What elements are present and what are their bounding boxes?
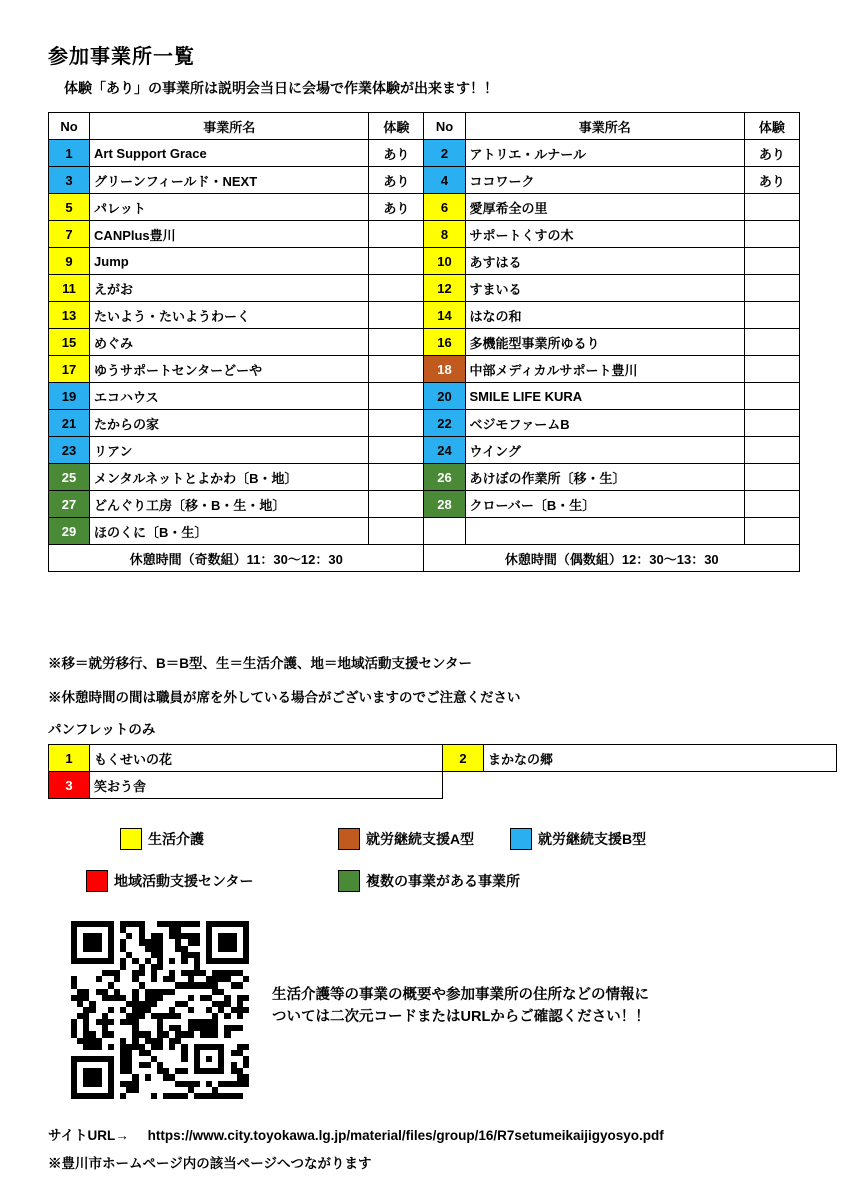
facility-name: メンタルネットとよかわ〔B・地〕 (90, 464, 369, 491)
row-number (424, 518, 465, 545)
experience-flag (369, 356, 424, 383)
facility-name: 中部メディカルサポート豊川 (465, 356, 744, 383)
row-number: 3 (49, 167, 90, 194)
experience-flag (369, 464, 424, 491)
row-number: 28 (424, 491, 465, 518)
table-row (49, 275, 800, 302)
facility-name: アトリエ・ルナール (465, 140, 744, 167)
row-number: 26 (424, 464, 465, 491)
table-row (49, 302, 800, 329)
legend-color-swatch (120, 828, 142, 850)
table-row (49, 140, 800, 167)
row-number: 12 (424, 275, 465, 302)
experience-flag (369, 518, 424, 545)
row-number: 5 (49, 194, 90, 221)
experience-flag (369, 383, 424, 410)
experience-flag (744, 329, 799, 356)
legend-row-1 (48, 820, 800, 862)
row-number: 10 (424, 248, 465, 275)
experience-flag (744, 410, 799, 437)
qr-code (70, 920, 250, 1100)
facility-name: ココワーク (465, 167, 744, 194)
row-number: 9 (49, 248, 90, 275)
pamphlet-row-number: 1 (49, 745, 90, 772)
facility-name: たからの家 (90, 410, 369, 437)
page-subtitle: 体験「あり」の事業所は説明会当日に会場で作業体験が出来ます！！ (64, 80, 498, 96)
row-number: 13 (49, 302, 90, 329)
experience-flag (369, 302, 424, 329)
experience-flag: あり (744, 167, 799, 194)
row-number: 17 (49, 356, 90, 383)
pamphlet-facility-name: 笑おう舎 (90, 772, 443, 799)
qr-module (243, 1093, 249, 1099)
pamphlet-facility-name: もくせいの花 (90, 745, 443, 772)
row-number: 16 (424, 329, 465, 356)
row-number: 18 (424, 356, 465, 383)
legend-row-2 (48, 862, 800, 904)
break-time-even: 休憩時間（偶数組）12：30～13：30 (424, 545, 800, 572)
legend-item (338, 870, 520, 892)
experience-flag: あり (744, 140, 799, 167)
facility-name: あすはる (465, 248, 744, 275)
table-row (49, 437, 800, 464)
facility-name: グリーンフィールド・NEXT (90, 167, 369, 194)
site-url-label: サイトURL→ (48, 1128, 129, 1143)
legend-color-swatch (338, 870, 360, 892)
facility-name: クローバー〔B・生〕 (465, 491, 744, 518)
row-number: 20 (424, 383, 465, 410)
pamphlet-table (48, 744, 837, 799)
row-number: 15 (49, 329, 90, 356)
site-url-note: ※豊川市ホームページ内の該当ページへつながります (48, 1156, 372, 1171)
site-url-line (48, 1124, 664, 1144)
table-row (49, 221, 800, 248)
experience-flag (744, 518, 799, 545)
experience-flag (744, 194, 799, 221)
row-number: 4 (424, 167, 465, 194)
row-number: 1 (49, 140, 90, 167)
row-number: 14 (424, 302, 465, 329)
facility-name: Art Support Grace (90, 140, 369, 167)
experience-flag (744, 437, 799, 464)
header-name-right: 事業所名 (465, 113, 744, 140)
experience-flag (369, 437, 424, 464)
table-row (49, 383, 800, 410)
legend-label: 地域活動支援センター (114, 873, 254, 889)
facility-name: ウイング (465, 437, 744, 464)
row-number: 2 (424, 140, 465, 167)
experience-flag (744, 221, 799, 248)
header-name-left: 事業所名 (90, 113, 369, 140)
pamphlet-row-number: 2 (443, 745, 484, 772)
table-row (49, 167, 800, 194)
table-row (49, 356, 800, 383)
experience-flag (744, 302, 799, 329)
experience-flag (369, 491, 424, 518)
experience-flag: あり (369, 194, 424, 221)
legend-color-swatch (338, 828, 360, 850)
legend-item (510, 828, 646, 850)
legend-item (338, 828, 474, 850)
facility-name: Jump (90, 248, 369, 275)
legend-item (120, 828, 204, 850)
header-exp-left: 体験 (369, 113, 424, 140)
experience-flag (369, 329, 424, 356)
facility-name: めぐみ (90, 329, 369, 356)
break-time-row (49, 545, 800, 572)
pamphlet-row (49, 772, 837, 799)
row-number: 7 (49, 221, 90, 248)
experience-flag (744, 491, 799, 518)
facility-name: えがお (90, 275, 369, 302)
row-number: 24 (424, 437, 465, 464)
table-row (49, 518, 800, 545)
pamphlet-facility-name: まかなの郷 (484, 745, 837, 772)
table-row (49, 464, 800, 491)
site-url-value[interactable]: https://www.city.toyokawa.lg.jp/material/files/group/16/R7setumeikaijigyosyo.pdf (147, 1128, 664, 1143)
row-number: 11 (49, 275, 90, 302)
pamphlet-label: パンフレットのみ (48, 722, 156, 737)
experience-flag (369, 410, 424, 437)
legend-label: 就労継続支援B型 (538, 831, 647, 847)
header-no-left: No (49, 113, 90, 140)
pamphlet-table-body (49, 745, 837, 799)
legend-label: 複数の事業がある事業所 (366, 873, 520, 889)
row-number: 25 (49, 464, 90, 491)
experience-flag (369, 221, 424, 248)
legend-color-swatch (510, 828, 532, 850)
facility-name: CANPlus豊川 (90, 221, 369, 248)
experience-flag (744, 248, 799, 275)
table-row (49, 248, 800, 275)
experience-flag (744, 275, 799, 302)
header-exp-right: 体験 (744, 113, 799, 140)
row-number: 6 (424, 194, 465, 221)
table-row (49, 329, 800, 356)
legend (48, 820, 800, 904)
note-break-time: ※休憩時間の間は職員が席を外している場合がございますのでご注意ください (48, 690, 521, 705)
facility-table-body (49, 140, 800, 572)
experience-flag (744, 383, 799, 410)
facility-name: どんぐり工房〔移・B・生・地〕 (90, 491, 369, 518)
facility-name: パレット (90, 194, 369, 221)
qr-code-matrix (71, 921, 249, 1099)
facility-table-head (49, 113, 800, 140)
facility-name: 多機能型事業所ゆるり (465, 329, 744, 356)
pamphlet-row (49, 745, 837, 772)
facility-name: あけぼの作業所〔移・生〕 (465, 464, 744, 491)
row-number: 19 (49, 383, 90, 410)
pamphlet-empty-cell (443, 772, 837, 799)
legend-label: 生活介護 (148, 831, 204, 847)
table-row (49, 194, 800, 221)
header-no-right: No (424, 113, 465, 140)
note-abbreviations: ※移＝就労移行、B＝B型、生＝生活介護、地＝地域活動支援センター (48, 656, 472, 671)
facility-name: たいよう・たいようわーく (90, 302, 369, 329)
experience-flag: あり (369, 140, 424, 167)
facility-name: ベジモファームB (465, 410, 744, 437)
row-number: 8 (424, 221, 465, 248)
table-row (49, 491, 800, 518)
row-number: 21 (49, 410, 90, 437)
facility-name: サポートくすの木 (465, 221, 744, 248)
facility-name: エコハウス (90, 383, 369, 410)
row-number: 22 (424, 410, 465, 437)
legend-color-swatch (86, 870, 108, 892)
facility-name: すまいる (465, 275, 744, 302)
legend-item (86, 870, 253, 892)
qr-instruction-text: 生活介護等の事業の概要や参加事業所の住所などの情報に ついては二次元コードまたはURLからご確認ください！！ (272, 987, 650, 1025)
page-title: 参加事業所一覧 (48, 46, 195, 68)
facility-name: ゆうサポートセンターどーや (90, 356, 369, 383)
experience-flag (369, 248, 424, 275)
pamphlet-row-number: 3 (49, 772, 90, 799)
facility-table (48, 112, 800, 572)
table-header-row (49, 113, 800, 140)
facility-name: ほのくに〔B・生〕 (90, 518, 369, 545)
experience-flag (744, 356, 799, 383)
table-row (49, 410, 800, 437)
legend-label: 就労継続支援A型 (366, 831, 475, 847)
experience-flag (369, 275, 424, 302)
facility-name: SMILE LIFE KURA (465, 383, 744, 410)
row-number: 27 (49, 491, 90, 518)
facility-name: リアン (90, 437, 369, 464)
facility-name: はなの和 (465, 302, 744, 329)
experience-flag (744, 464, 799, 491)
break-time-odd: 休憩時間（奇数組）11：30～12：30 (49, 545, 424, 572)
row-number: 29 (49, 518, 90, 545)
facility-name (465, 518, 744, 545)
row-number: 23 (49, 437, 90, 464)
facility-name: 愛厚希全の里 (465, 194, 744, 221)
experience-flag: あり (369, 167, 424, 194)
